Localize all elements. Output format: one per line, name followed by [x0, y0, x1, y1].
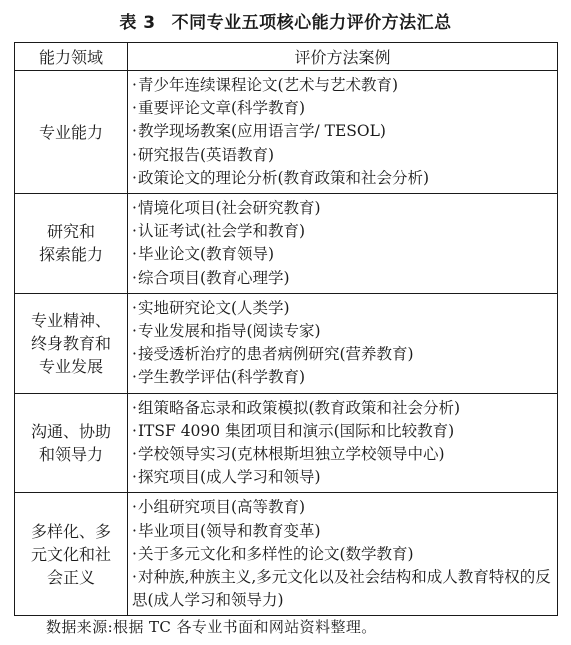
- method-item: ·学校领导实习(克林根斯坦独立学校领导中心): [132, 445, 445, 464]
- method-item: ·探究项目(成人学习和领导): [132, 468, 321, 487]
- method-item: ·专业发展和指导(阅读专家): [132, 322, 321, 341]
- ability-area-line: 探索能力: [38, 245, 103, 265]
- table-row: [15, 194, 558, 294]
- method-item: ·情境化项目(社会研究教育): [132, 199, 321, 218]
- method-item: ·关于多元文化和多样性的论文(数学教育): [132, 544, 414, 563]
- method-item: ·组策略备忘录和政策模拟(教育政策和社会分析): [132, 398, 461, 417]
- table-row: [15, 293, 558, 393]
- ability-area-line: 专业精神、: [30, 310, 111, 330]
- table-row: [15, 393, 558, 493]
- method-item: ·毕业项目(领导和教育变革): [132, 521, 321, 540]
- ability-area-cell: [15, 493, 128, 616]
- header-evaluation-methods: 评价方法案例: [128, 43, 558, 71]
- header-ability-area: 能力领域: [15, 43, 128, 71]
- method-item: ·政策论文的理论分析(教育政策和社会分析): [132, 168, 430, 187]
- methods-cell: [128, 493, 558, 616]
- table-row: [15, 493, 558, 616]
- method-item: ·对种族,种族主义,多元文化以及社会结构和成人教育特权的反思(成人学习和领导力): [132, 568, 551, 610]
- ability-area-line: 专业能力: [38, 122, 103, 142]
- methods-cell: [128, 393, 558, 493]
- method-item: ·认证考试(社会学和教育): [132, 222, 306, 241]
- table-header-row: [15, 43, 558, 71]
- ability-area-line: 多样化、多: [30, 521, 111, 541]
- method-item: ·综合项目(教育心理学): [132, 268, 290, 287]
- ability-area-line: 专业发展: [38, 356, 103, 376]
- ability-area-line: 研究和: [46, 222, 95, 242]
- ability-area-line: 终身教育和: [30, 333, 111, 353]
- method-item: ·毕业论文(教育领导): [132, 245, 275, 264]
- ability-area-line: 元文化和社: [30, 544, 111, 564]
- methods-cell: [128, 194, 558, 294]
- methods-cell: [128, 293, 558, 393]
- method-item: ·教学现场教案(应用语言学/ TESOL): [132, 122, 386, 141]
- ability-area-line: 会正义: [46, 567, 95, 587]
- table-title-text: 不同专业五项核心能力评价方法汇总: [171, 13, 452, 33]
- table-number: 表 3: [119, 13, 156, 33]
- ability-area-line: 沟通、协助: [30, 422, 111, 442]
- method-item: ·重要评论文章(科学教育): [132, 99, 306, 118]
- evaluation-methods-table: [14, 42, 558, 616]
- ability-area-cell: [15, 194, 128, 294]
- table-title: [0, 8, 571, 33]
- method-item: ·实地研究论文(人类学): [132, 298, 290, 317]
- method-item: ·青少年连续课程论文(艺术与艺术教育): [132, 76, 399, 94]
- method-item: ·小组研究项目(高等教育): [132, 498, 306, 517]
- table-row: [15, 71, 558, 194]
- ability-area-cell: [15, 293, 128, 393]
- method-item: ·研究报告(英语教育): [132, 145, 275, 164]
- ability-area-cell: [15, 393, 128, 493]
- methods-cell: [128, 71, 558, 194]
- source-note: 数据来源:根据 TC 各专业书面和网站资料整理。: [46, 618, 377, 636]
- method-item: ·学生教学评估(科学教育): [132, 368, 306, 387]
- method-item: ·ITSF 4090 集团项目和演示(国际和比较教育): [132, 421, 455, 440]
- method-item: ·接受透析治疗的患者病例研究(营养教育): [132, 345, 414, 364]
- ability-area-cell: [15, 71, 128, 194]
- ability-area-line: 和领导力: [38, 445, 103, 465]
